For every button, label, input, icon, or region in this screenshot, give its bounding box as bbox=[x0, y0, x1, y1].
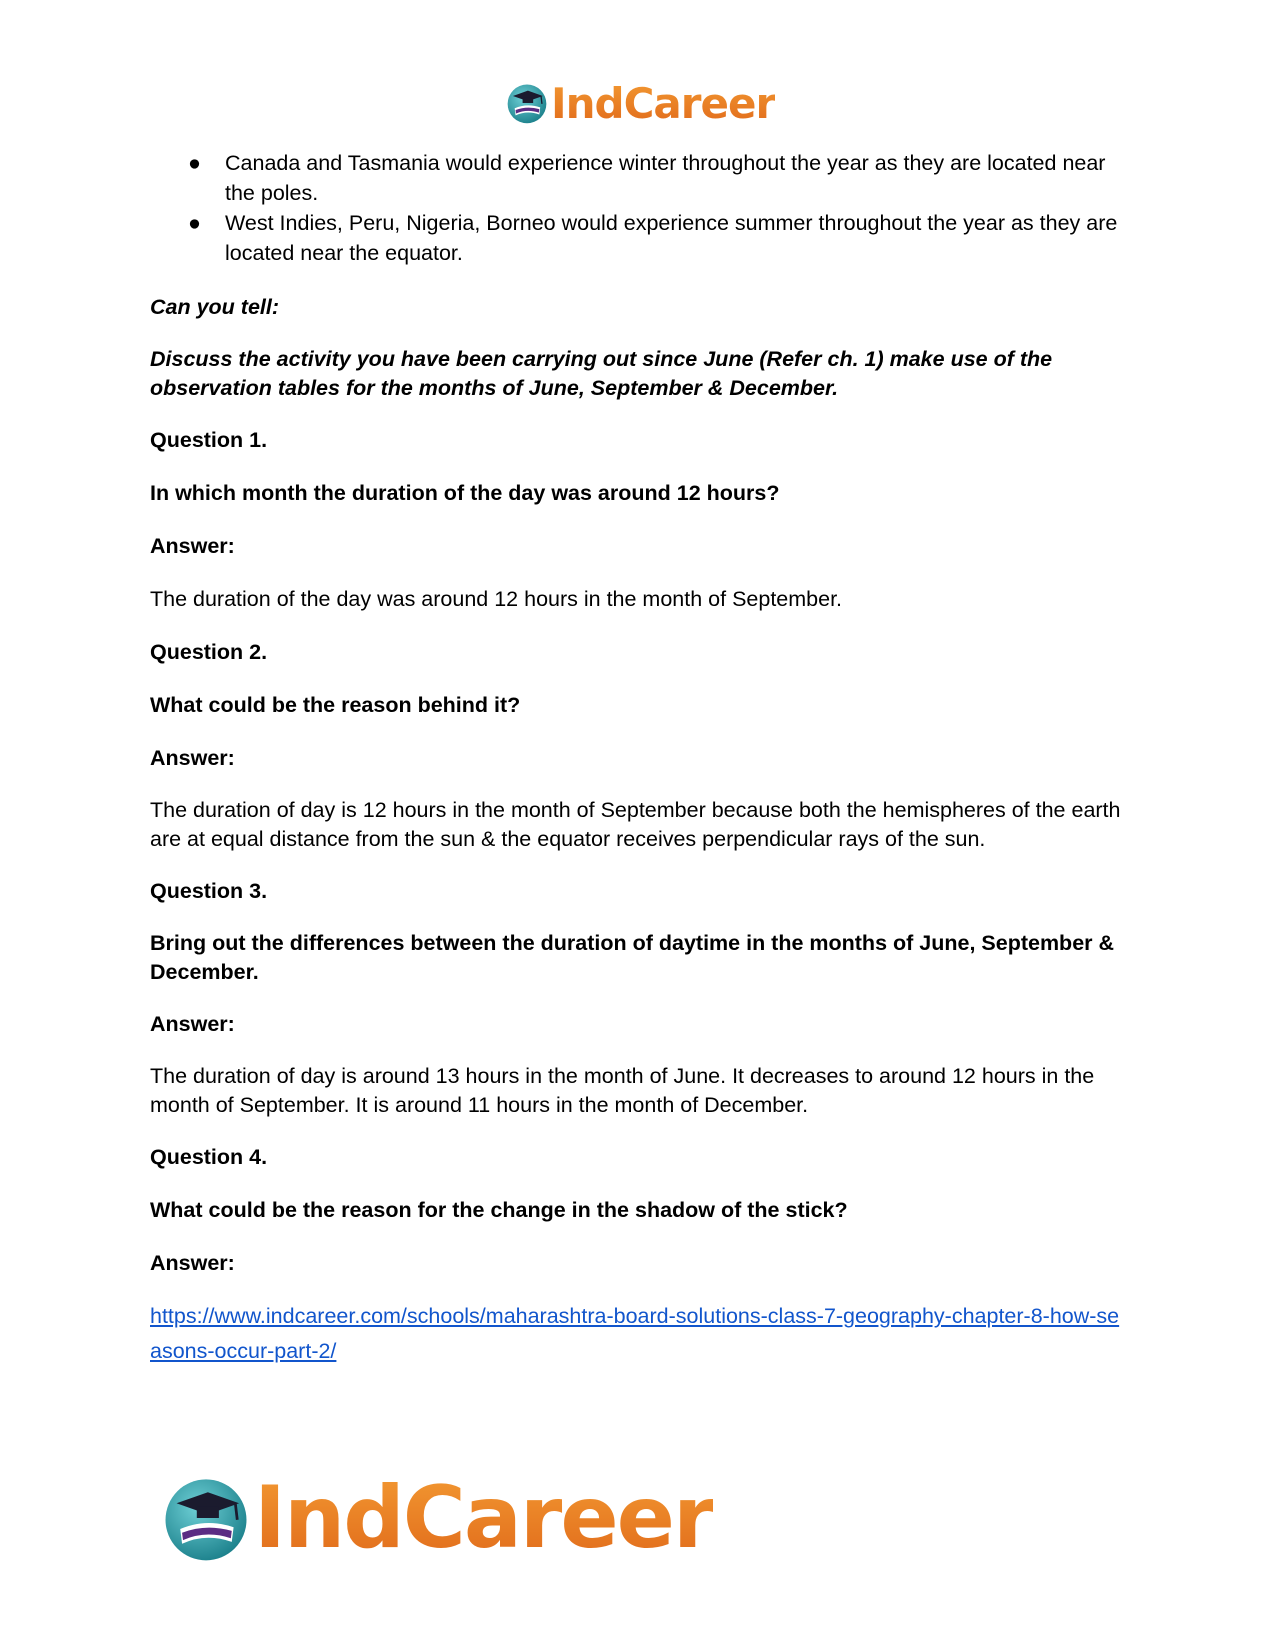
answer-text: The duration of day is 12 hours in the month of September because both the hemispheres of the earth are at equal distance from the sun & the equator receives perpendicular rays of the sun. bbox=[150, 798, 1121, 851]
answer-label: Answer: bbox=[150, 534, 235, 558]
bullet-list bbox=[150, 148, 1130, 268]
answer-label: Answer: bbox=[150, 746, 235, 770]
answer-label: Answer: bbox=[150, 1251, 235, 1275]
footer-logo bbox=[160, 1468, 713, 1568]
question-text: What could be the reason for the change in the shadow of the stick? bbox=[150, 1198, 848, 1222]
question-text: Bring out the differences between the duration of daytime in the months of June, September & December. bbox=[150, 931, 1115, 984]
question-label: Question 3. bbox=[150, 879, 268, 903]
answer-text: The duration of the day was around 12 hours in the month of September. bbox=[150, 587, 843, 611]
question-text: In which month the duration of the day was around 12 hours? bbox=[150, 481, 780, 505]
question-label: Question 2. bbox=[150, 640, 268, 664]
question-label: Question 1. bbox=[150, 428, 268, 452]
source-link[interactable]: https://www.indcareer.com/schools/maharashtra-board-solutions-class-7-geography-chapter-8-how-seasons-occur-part-2/ bbox=[150, 1304, 1120, 1363]
answer-text: The duration of day is around 13 hours in the month of June. It decreases to around 12 hours in the month of September. It is around 11 hours in the month of December. bbox=[150, 1064, 1095, 1117]
answer-label: Answer: bbox=[150, 1012, 235, 1036]
question-label: Question 4. bbox=[150, 1145, 268, 1169]
bullet-dot-icon: ● bbox=[188, 211, 201, 235]
list-item: ● West Indies, Peru, Nigeria, Borneo would experience summer throughout the year as they are located near the equator. bbox=[150, 208, 1130, 268]
bullet-dot-icon: ● bbox=[188, 151, 201, 175]
question-text: What could be the reason behind it? bbox=[150, 693, 521, 717]
graduation-globe-icon bbox=[160, 1472, 252, 1564]
header-logo-text: IndCareer bbox=[551, 78, 776, 128]
header-logo bbox=[505, 78, 775, 128]
list-item: ● Canada and Tasmania would experience winter throughout the year as they are located near the poles. bbox=[150, 148, 1130, 208]
footer-logo-text: IndCareer bbox=[254, 1468, 714, 1568]
instruction-text: Discuss the activity you have been carrying out since June (Refer ch. 1) make use of the observation tables for the months of June, September & December. bbox=[150, 347, 1053, 400]
main-content bbox=[150, 148, 1130, 1369]
can-you-tell-heading: Can you tell: bbox=[150, 295, 280, 319]
graduation-globe-icon bbox=[505, 81, 549, 125]
